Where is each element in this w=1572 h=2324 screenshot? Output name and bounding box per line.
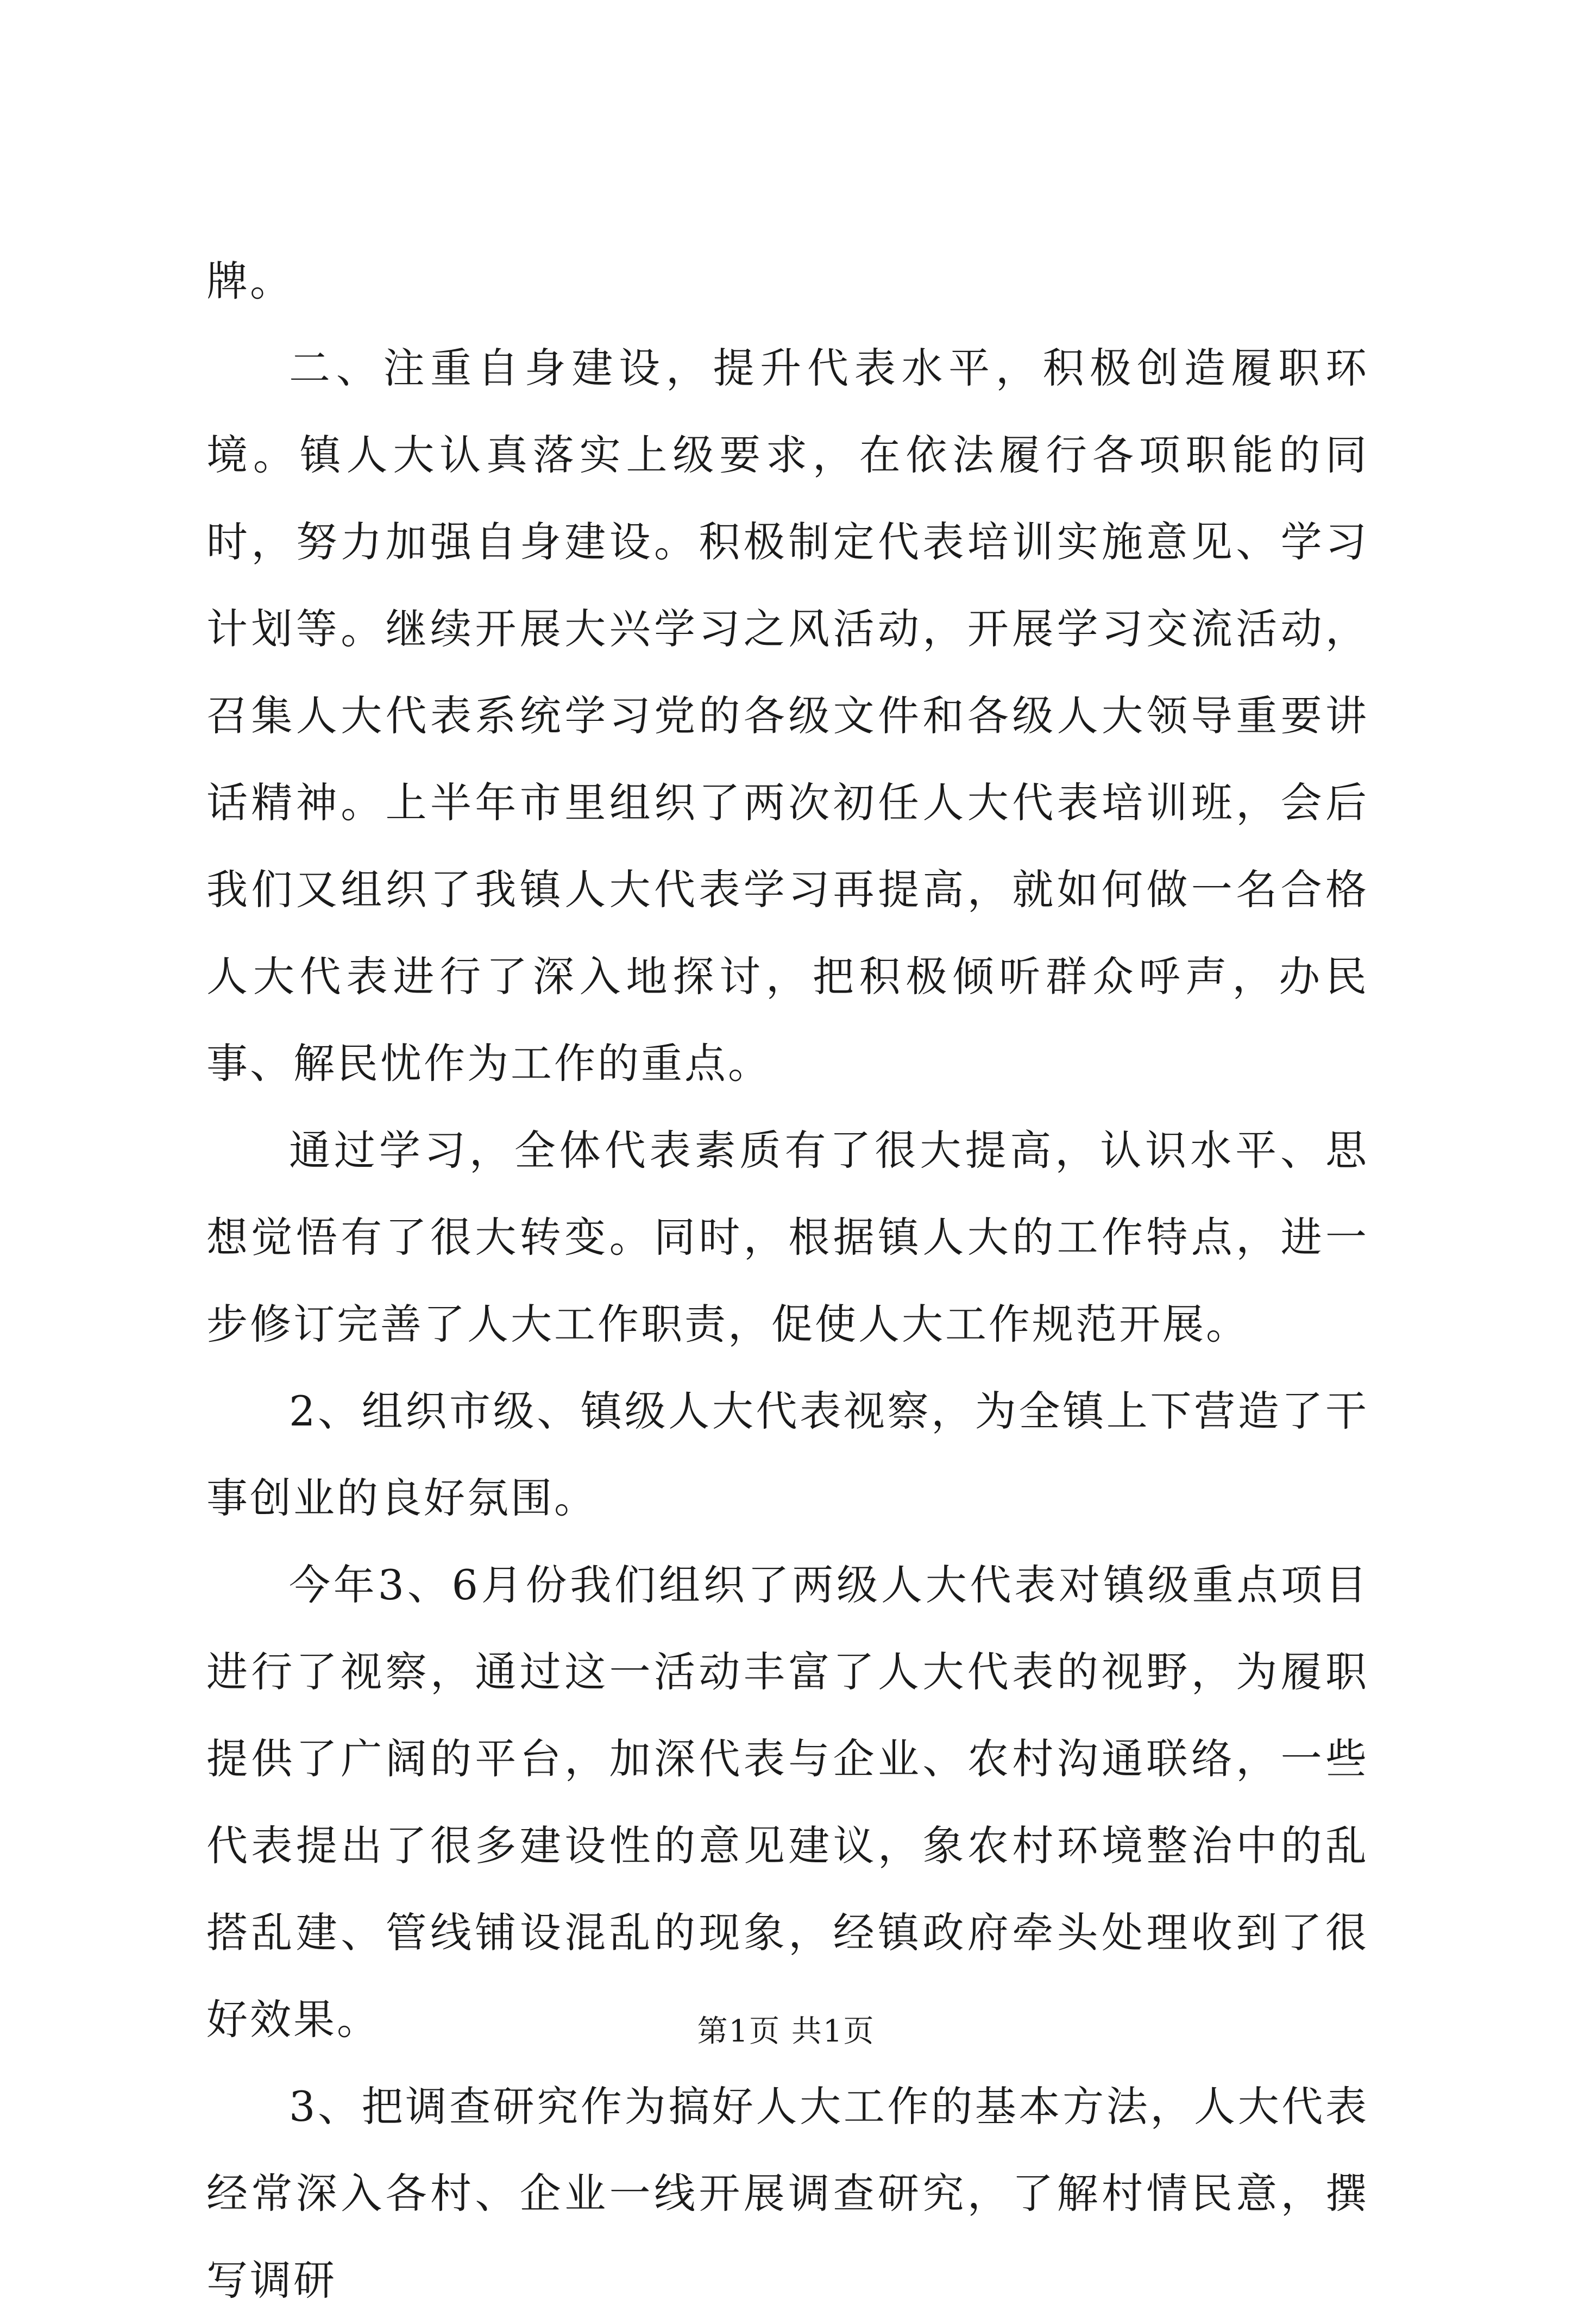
paragraph-2: 二、注重自身建设，提升代表水平，积极创造履职环境。镇人大认真落实上级要求，在依法履行各项职能的同时，努力加强自身建设。积极制定代表培训实施意见、学习计划等。继续开展大兴学习之风活动，开展学习交流活动，召集人大代表系统学习党的各级文件和各级人大领导重要讲话精神。上半年市里组织了两次初任人大代表培训班，会后我们又组织了我镇人大代表学习再提高，就如何做一名合格人大代表进行了深入地探讨，把积极倾听群众呼声，办民事、解民忧作为工作的重点。 <box>206 344 1369 1088</box>
page-footer: 第1页 共1页 <box>697 2014 875 2049</box>
paragraph-5: 今年3、6月份我们组织了两级人大代表对镇级重点项目进行了视察，通过这一活动丰富了人大代表的视野，为履职提供了广阔的平台，加深代表与企业、农村沟通联络，一些代表提出了很多建设性的意见建议，象农村环境整治中的乱搭乱建、管线铺设混乱的现象，经镇政府牵头处理收到了很好效果。 <box>206 1561 1369 2044</box>
paragraph-6: 3、把调查研究作为搞好人大工作的基本方法，人大代表经常深入各村、企业一线开展调查研究，了解村情民意，撰写调研 <box>206 2082 1369 2304</box>
paragraph-3: 通过学习，全体代表素质有了很大提高，认识水平、思想觉悟有了很大转变。同时，根据镇人大的工作特点，进一步修订完善了人大工作职责，促使人大工作规范开展。 <box>206 1126 1369 1348</box>
paragraph-1: 牌。 <box>206 257 293 305</box>
paragraph-4: 2、组织市级、镇级人大代表视察，为全镇上下营造了干事创业的良好氛围。 <box>206 1387 1369 1522</box>
